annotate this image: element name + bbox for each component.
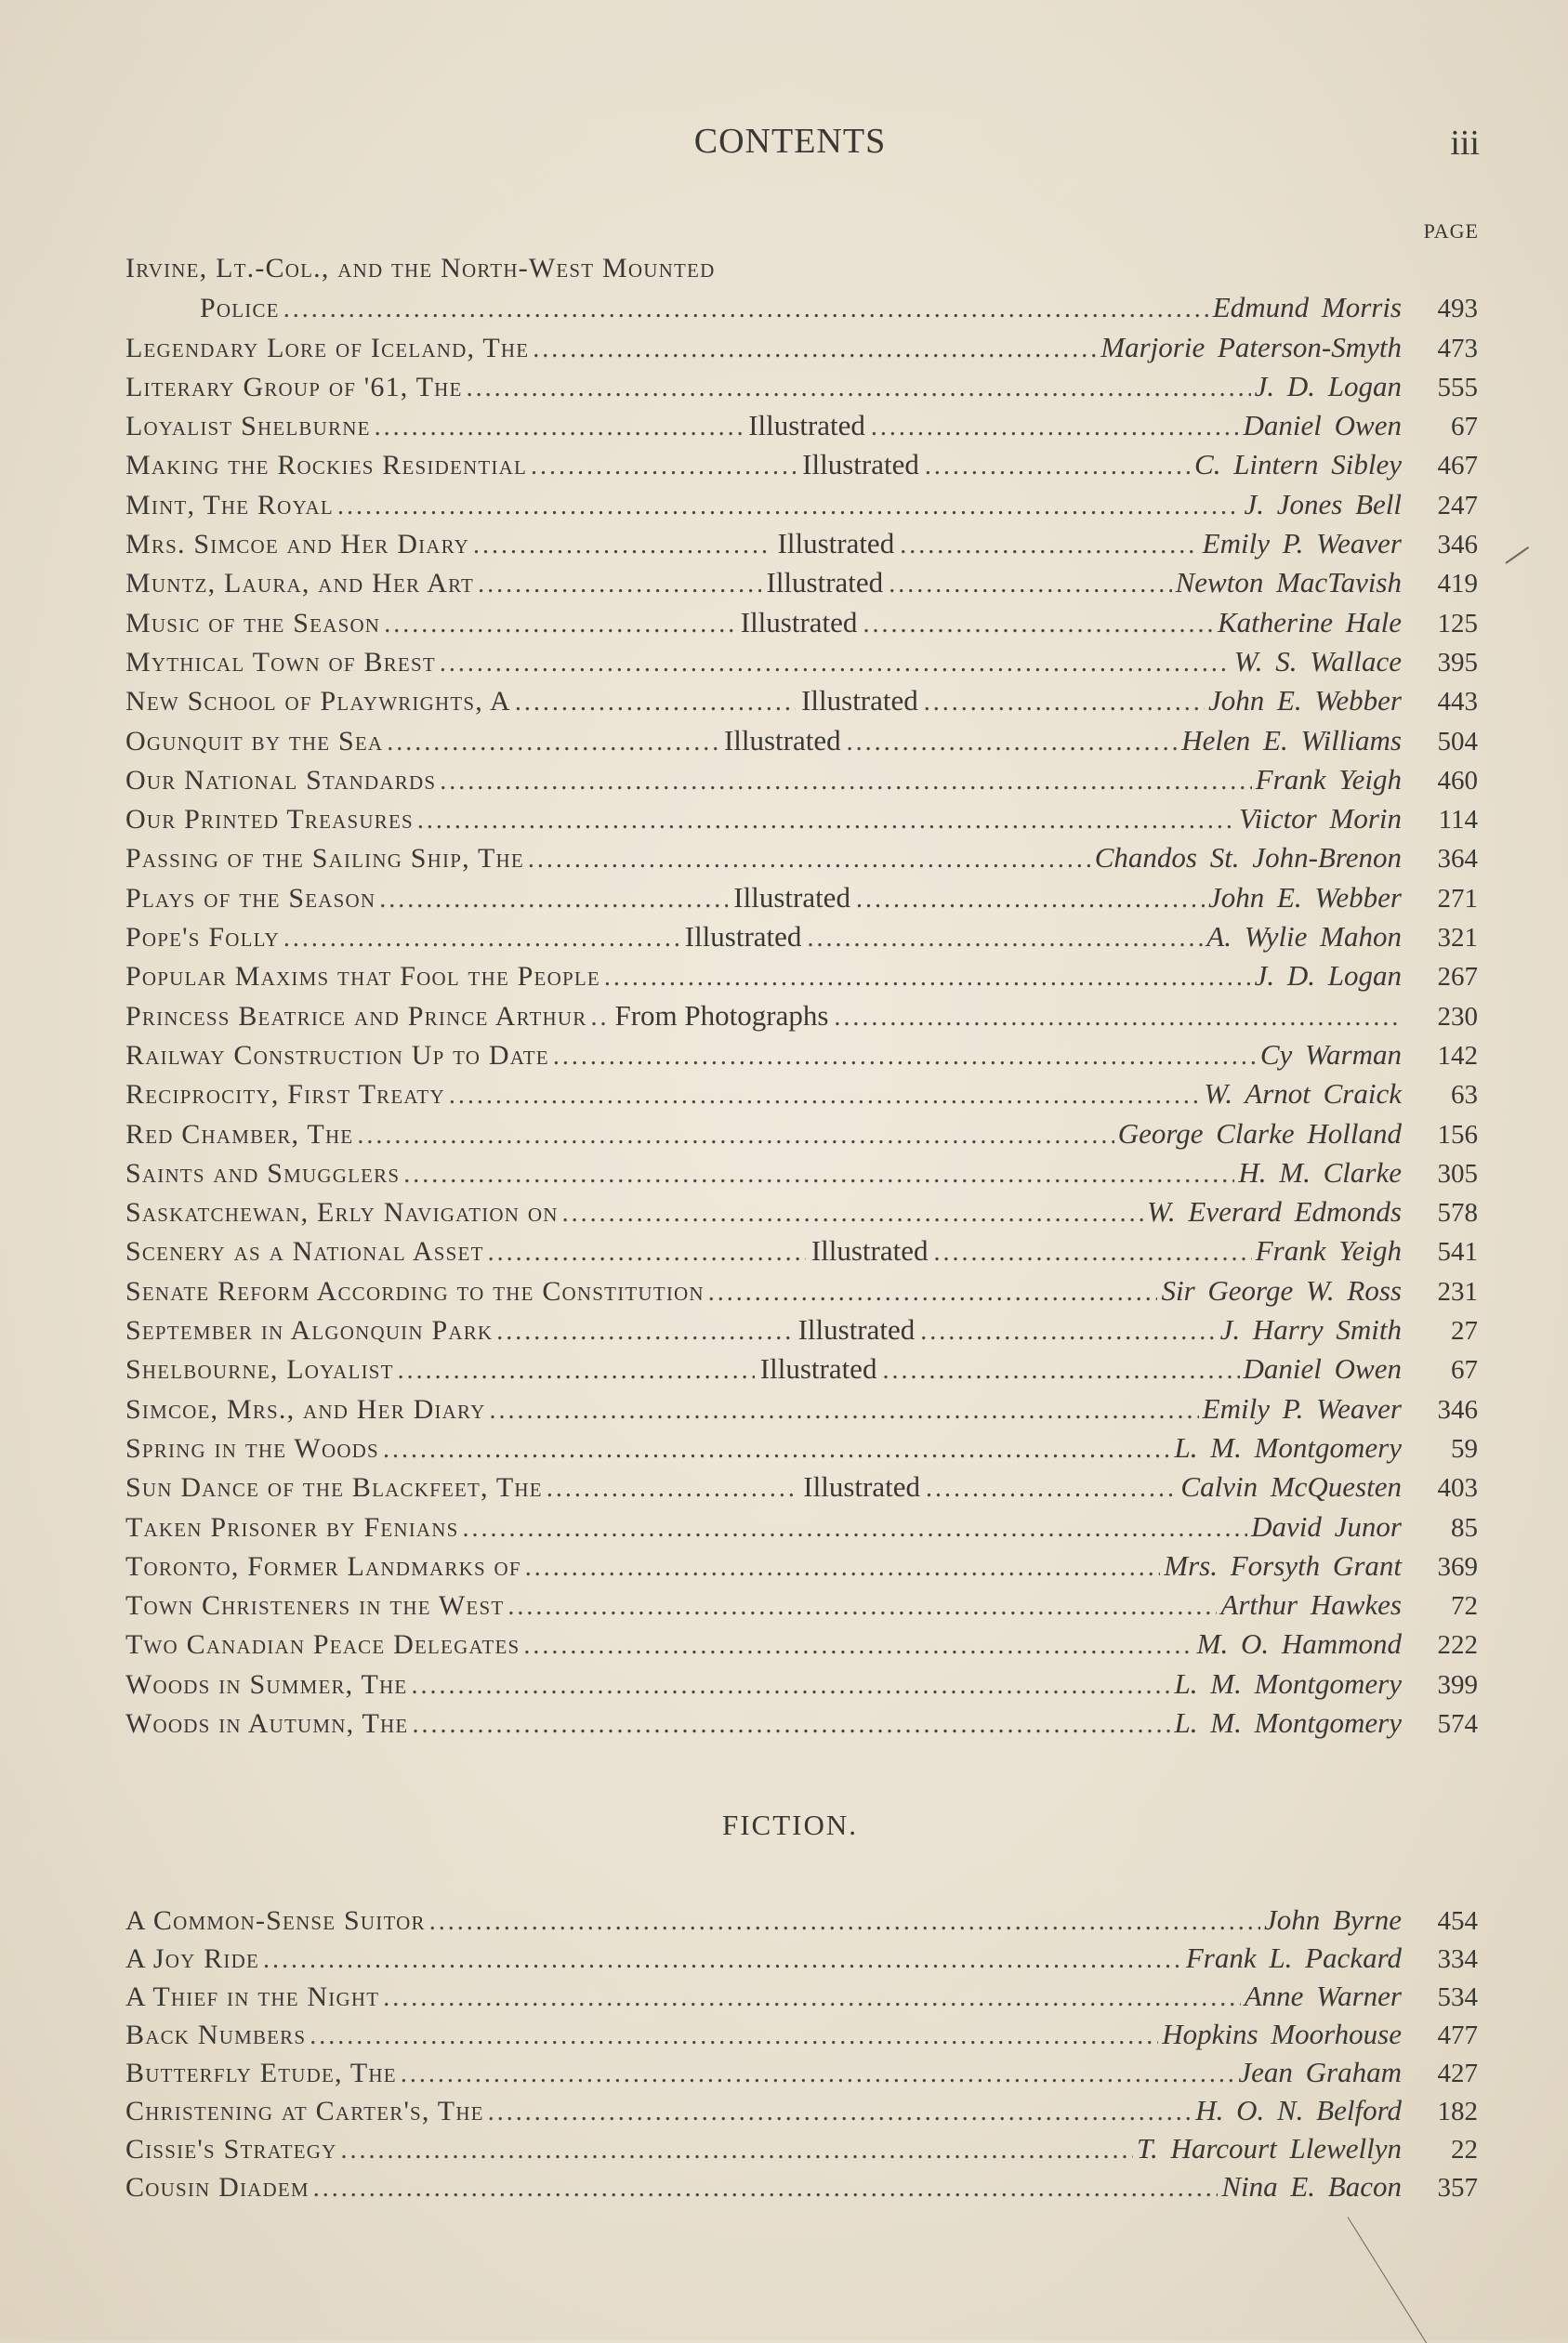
entry-author: Viictor Morin	[1238, 802, 1402, 836]
entry-title: Passing of the Sailing Ship, The	[125, 843, 524, 875]
dot-leader	[357, 1116, 1113, 1155]
entry-title: September in Algonquin Park	[125, 1315, 494, 1347]
entry-author: Arthur Hawkes	[1220, 1588, 1402, 1622]
entry-author: L. M. Montgomery	[1174, 1430, 1402, 1464]
toc-entry	[125, 524, 1478, 563]
entry-page-number: 334	[1437, 1944, 1478, 1974]
entry-title: Shelbourne, Loyalist	[125, 1354, 394, 1386]
page-number: iii	[1450, 124, 1480, 163]
entry-page-number: 85	[1451, 1512, 1478, 1543]
entry-note: Illustrated	[801, 684, 918, 717]
toc-entry	[125, 1704, 1478, 1743]
entry-page-number: 67	[1451, 412, 1478, 442]
entry-author: A. Wylie Mahon	[1206, 920, 1402, 954]
entry-page-number: 247	[1437, 490, 1478, 520]
entry-author: Frank Yeigh	[1255, 1234, 1402, 1268]
entry-title: Literary Group of '61, The	[125, 371, 463, 402]
dot-leader	[417, 801, 1235, 840]
entry-page-number: 395	[1437, 647, 1478, 678]
entry-title: Senate Reform According to the Constitution	[125, 1275, 705, 1307]
entry-note: Illustrated	[748, 409, 865, 442]
entry-note: Illustrated	[723, 723, 841, 757]
entry-author: Newton MacTavish	[1175, 566, 1402, 599]
toc-entry	[125, 563, 1478, 602]
pencil-mark	[1505, 546, 1529, 564]
dot-leader	[411, 1666, 1170, 1705]
entry-title: Simcoe, Mrs., and Her Diary	[125, 1393, 486, 1425]
dot-leader	[379, 880, 728, 919]
dot-leader	[507, 1587, 1217, 1626]
entry-page-number: 27	[1450, 1316, 1478, 1347]
toc-entry	[125, 878, 1478, 917]
entry-title: Mythical Town of Brest	[125, 646, 436, 678]
entry-note: Illustrated	[766, 566, 884, 599]
entry-author: John E. Webber	[1207, 880, 1402, 914]
toc-entry	[125, 1310, 1478, 1349]
dot-leader	[478, 565, 760, 604]
entry-page-number: 534	[1437, 1982, 1478, 2012]
entry-author: J. D. Logan	[1254, 369, 1402, 402]
entry-author: C. Lintern Sibley	[1194, 448, 1402, 481]
dot-leader	[283, 919, 679, 958]
entry-title: Scenery as a National Asset	[125, 1236, 484, 1268]
entry-title: Reciprocity, First Treaty	[125, 1079, 445, 1111]
entry-page-number: 59	[1451, 1433, 1478, 1464]
entry-author: Marjorie Paterson-Smyth	[1100, 330, 1402, 363]
toc-entry	[125, 406, 1478, 445]
entry-author: John Byrne	[1263, 1903, 1402, 1936]
entry-author: Edmund Morris	[1212, 291, 1402, 324]
entry-title: Our National Standards	[125, 764, 437, 796]
toc-entry	[125, 2091, 1478, 2129]
dot-leader	[926, 1469, 1177, 1508]
entry-page-number: 419	[1437, 569, 1478, 599]
entry-page-number: 541	[1437, 1237, 1478, 1268]
entry-page-number: 493	[1437, 294, 1478, 324]
dot-leader	[525, 1548, 1161, 1587]
entry-page-number: 504	[1437, 726, 1478, 757]
entry-author: Helen E. Williams	[1181, 723, 1402, 757]
toc-entry	[125, 1231, 1478, 1270]
toc-entry	[125, 1271, 1478, 1310]
entry-title: Pope's Folly	[125, 922, 280, 954]
entry-title: Toronto, Former Landmarks of	[125, 1550, 521, 1582]
entry-title: Red Chamber, The	[125, 1118, 354, 1150]
entry-author: Hopkins Moorhouse	[1162, 2018, 1402, 2050]
toc-entry	[125, 1625, 1478, 1664]
entry-page-number: 346	[1437, 530, 1478, 560]
pencil-mark	[1348, 2217, 1428, 2343]
entry-title: Music of the Season	[125, 607, 381, 638]
entry-note: Illustrated	[810, 1234, 929, 1268]
toc-entry	[125, 2167, 1478, 2205]
entry-author: W. Arnot Craick	[1204, 1077, 1402, 1111]
toc-entry	[125, 1586, 1478, 1625]
entry-author: Frank L. Packard	[1185, 1942, 1402, 1974]
entry-page-number: 578	[1437, 1198, 1478, 1229]
dot-leader	[387, 723, 718, 762]
entry-note: Illustrated	[803, 1470, 920, 1504]
dot-leader	[925, 447, 1191, 486]
dot-leader	[463, 1509, 1248, 1548]
dot-leader	[547, 1469, 797, 1508]
dot-leader	[934, 1233, 1252, 1272]
entry-author: Frank Yeigh	[1255, 762, 1402, 796]
entry-page-number: 156	[1437, 1119, 1478, 1150]
dot-leader	[523, 1626, 1192, 1665]
toc-entry	[125, 996, 1478, 1035]
dot-leader	[924, 683, 1205, 722]
entry-note: Illustrated	[759, 1352, 877, 1386]
entry-title: Sun Dance of the Blackfeet, The	[125, 1472, 543, 1504]
toc-entry	[125, 838, 1478, 877]
entry-page-number: 574	[1437, 1708, 1478, 1739]
entry-page-number: 443	[1437, 687, 1478, 717]
entry-page-number: 230	[1437, 1001, 1478, 1032]
entry-author: Katherine Hale	[1218, 605, 1402, 638]
toc-entry	[125, 2015, 1478, 2053]
entry-title: A Thief in the Night	[125, 1981, 380, 2012]
fiction-list	[125, 1901, 1478, 2205]
entry-title: Irvine, Lt.-Col., and the North-West Mounted	[125, 253, 716, 283]
toc-entry	[125, 956, 1478, 995]
entry-page-number: 369	[1437, 1551, 1478, 1582]
toc-entry	[125, 328, 1478, 367]
entry-author: Mrs. Forsyth Grant	[1164, 1548, 1402, 1582]
entry-title: Legendary Lore of Iceland, The	[125, 332, 530, 363]
entry-author: T. Harcourt Llewellyn	[1137, 2132, 1402, 2165]
entry-author: J. D. Logan	[1254, 959, 1402, 993]
toc-entry	[125, 721, 1478, 760]
toc-entry	[125, 2053, 1478, 2091]
entry-note: Illustrated	[802, 448, 919, 481]
toc-entry	[125, 603, 1478, 642]
entry-page-number: 403	[1437, 1473, 1478, 1504]
dot-leader	[882, 1351, 1239, 1390]
toc-entry	[125, 1665, 1478, 1704]
dot-leader	[496, 1312, 792, 1351]
dot-leader	[604, 958, 1251, 997]
toc-entry	[125, 1349, 1478, 1389]
entry-title: Making the Rockies Residential	[125, 450, 527, 481]
toc-entry	[125, 1153, 1478, 1192]
dot-leader	[341, 2131, 1134, 2169]
entry-title: Ogunquit by the Sea	[125, 725, 384, 757]
dot-leader	[383, 1430, 1171, 1469]
toc-entry	[125, 681, 1478, 720]
entry-page-number: 346	[1437, 1394, 1478, 1425]
entry-author: George Clarke Holland	[1117, 1116, 1402, 1150]
dot-leader	[401, 2055, 1235, 2093]
toc-entry	[125, 1547, 1478, 1586]
entry-page-number: 231	[1437, 1276, 1478, 1307]
dot-leader	[398, 1351, 755, 1390]
dot-leader	[847, 723, 1179, 762]
entry-title: Loyalist Shelburne	[125, 411, 371, 442]
entry-title: Mint, The Royal	[125, 489, 334, 520]
entry-note: Illustrated	[740, 605, 858, 638]
dot-leader	[383, 1979, 1240, 2017]
toc-entry	[125, 1389, 1478, 1428]
running-head	[0, 121, 1568, 177]
entry-author: John E. Webber	[1207, 684, 1402, 717]
toc-entry	[125, 760, 1478, 799]
toc-entry	[125, 1035, 1478, 1074]
toc-entry	[125, 1428, 1478, 1468]
entry-page-number: 271	[1437, 883, 1478, 914]
entry-page-number: 72	[1451, 1591, 1478, 1622]
entry-author: H. M. Clarke	[1238, 1155, 1402, 1189]
entry-author: David Junor	[1251, 1509, 1402, 1543]
entry-author: H. O. N. Belford	[1195, 2094, 1402, 2126]
dot-leader	[403, 1155, 1234, 1194]
dot-leader	[488, 1233, 806, 1272]
entry-title: Town Christeners in the West	[125, 1590, 505, 1622]
entry-author: W. S. Wallace	[1233, 644, 1402, 678]
dot-leader	[708, 1273, 1158, 1312]
entry-author: Sir George W. Ross	[1161, 1273, 1402, 1307]
entry-author: L. M. Montgomery	[1174, 1666, 1402, 1700]
entry-author: Cy Warman	[1259, 1037, 1402, 1071]
entry-author: Anne Warner	[1244, 1980, 1402, 2012]
entry-note: Illustrated	[733, 880, 850, 914]
dot-leader	[337, 487, 1241, 526]
entry-title: Police	[200, 293, 280, 324]
dot-leader	[515, 683, 796, 722]
dot-leader	[489, 1391, 1198, 1430]
dot-leader	[488, 2093, 1192, 2131]
dot-leader	[449, 1076, 1201, 1115]
entry-title: Cissie's Strategy	[125, 2134, 337, 2165]
entry-page-number: 555	[1437, 372, 1478, 402]
entry-author: Emily P. Weaver	[1202, 1391, 1402, 1425]
entry-title: New School of Playwrights, A	[125, 686, 511, 717]
entry-title: Our Printed Treasures	[125, 804, 414, 836]
toc-entry	[125, 917, 1478, 956]
dot-leader	[553, 1037, 1257, 1076]
dot-leader	[384, 605, 735, 644]
entry-title: Muntz, Laura, and Her Art	[125, 568, 475, 599]
entry-title: Back Numbers	[125, 2020, 307, 2050]
toc-entry	[125, 1468, 1478, 1507]
contents-list	[125, 249, 1478, 1743]
entry-page-number: 467	[1437, 451, 1478, 481]
dot-leader	[473, 526, 771, 565]
entry-page-number: 22	[1451, 2135, 1478, 2165]
entry-page-number: 305	[1437, 1158, 1478, 1189]
entry-title: Christening at Carter's, The	[125, 2096, 484, 2126]
entry-page-number: 63	[1451, 1080, 1478, 1111]
dot-leader	[429, 1902, 1260, 1941]
entry-title: Princess Beatrice and Prince Arthur	[125, 1000, 587, 1032]
entry-title: Saints and Smugglers	[125, 1157, 401, 1189]
dot-leader	[440, 644, 1231, 683]
page-column-label: PAGE	[1423, 219, 1479, 243]
entry-page-number: 364	[1437, 844, 1478, 875]
toc-entry	[125, 1507, 1478, 1547]
dot-leader	[834, 998, 1398, 1037]
toc-entry	[125, 1114, 1478, 1153]
entry-author: L. M. Montgomery	[1174, 1705, 1402, 1739]
entry-page-number: 182	[1437, 2097, 1478, 2126]
entry-author: M. O. Hammond	[1196, 1627, 1402, 1661]
toc-entry	[125, 1939, 1478, 1977]
entry-author: Daniel Owen	[1243, 1352, 1402, 1386]
dot-leader	[375, 408, 744, 447]
toc-entry	[125, 1901, 1478, 1939]
entry-page-number: 473	[1437, 333, 1478, 363]
entry-page-number: 125	[1437, 608, 1478, 638]
entry-page-number: 477	[1437, 2021, 1478, 2050]
entry-title: Woods in Autumn, The	[125, 1707, 409, 1739]
entry-author: J. Harry Smith	[1219, 1313, 1402, 1347]
fiction-heading: FICTION.	[721, 1809, 859, 1841]
entry-title: Popular Maxims that Fool the People	[125, 961, 600, 993]
toc-entry	[125, 1074, 1478, 1113]
entry-title: Spring in the Woods	[125, 1432, 379, 1464]
dot-leader	[863, 605, 1214, 644]
entry-title: Two Canadian Peace Delegates	[125, 1629, 520, 1661]
entry-page-number: 357	[1437, 2173, 1478, 2203]
toc-entry	[125, 642, 1478, 681]
dot-leader	[263, 1941, 1182, 1979]
entry-title: A Joy Ride	[125, 1943, 260, 1974]
entry-note: Illustrated	[684, 920, 802, 954]
entry-page-number: 454	[1437, 1906, 1478, 1936]
entry-author: Daniel Owen	[1243, 409, 1402, 442]
entry-page-number: 321	[1437, 923, 1478, 954]
dot-leader	[283, 290, 1209, 329]
dot-leader	[900, 526, 1198, 565]
dot-leader	[310, 2017, 1158, 2055]
entry-title: Butterfly Etude, The	[125, 2058, 397, 2088]
dot-leader	[807, 919, 1203, 958]
entry-title: Saskatchewan, Erly Navigation on	[125, 1197, 559, 1229]
entry-page-number: 142	[1437, 1040, 1478, 1071]
dot-leader	[920, 1312, 1216, 1351]
dot-leader	[528, 840, 1091, 879]
dot-leader	[871, 408, 1240, 447]
dot-leader	[889, 565, 1171, 604]
toc-entry	[125, 485, 1478, 524]
dot-leader	[467, 369, 1251, 408]
dot-leader	[440, 762, 1251, 801]
entry-author: Emily P. Weaver	[1202, 527, 1402, 560]
toc-entry	[125, 2129, 1478, 2167]
entry-page-number: 399	[1437, 1669, 1478, 1700]
entry-author: W. Everard Edmonds	[1146, 1195, 1402, 1229]
dot-leader	[313, 2169, 1219, 2207]
entry-author: J. Jones Bell	[1244, 487, 1402, 520]
entry-page-number: 460	[1437, 765, 1478, 796]
entry-page-number: 222	[1437, 1630, 1478, 1661]
entry-note: Illustrated	[777, 527, 895, 560]
toc-entry	[125, 1977, 1478, 2015]
entry-title: Woods in Summer, The	[125, 1668, 408, 1700]
dot-leader	[531, 447, 797, 486]
page-title: CONTENTS	[693, 122, 887, 161]
dot-leader	[856, 880, 1205, 919]
entry-title: Mrs. Simcoe and Her Diary	[125, 529, 470, 560]
entry-author: Jean Graham	[1238, 2056, 1402, 2088]
entry-author: Nina E. Bacon	[1221, 2170, 1402, 2203]
entry-title: Railway Construction Up to Date	[125, 1039, 549, 1071]
toc-entry	[125, 288, 1478, 327]
entry-title: Plays of the Season	[125, 882, 376, 914]
dot-leader	[533, 330, 1097, 369]
entry-page-number: 114	[1438, 805, 1478, 836]
toc-entry	[125, 799, 1478, 838]
entry-page-number: 427	[1437, 2059, 1478, 2088]
toc-entry	[125, 445, 1478, 484]
toc-entry	[125, 367, 1478, 406]
dot-leader	[590, 998, 609, 1037]
entry-title: Taken Prisoner by Fenians	[125, 1511, 459, 1543]
entry-author: Chandos St. John-Brenon	[1094, 841, 1402, 875]
dot-leader	[562, 1194, 1143, 1233]
entry-note: Illustrated	[797, 1313, 916, 1347]
toc-entry	[125, 1192, 1478, 1231]
dot-leader	[412, 1705, 1170, 1744]
entry-page-number: 267	[1437, 962, 1478, 993]
entry-note: From Photographs	[614, 998, 829, 1032]
toc-entry	[125, 249, 1478, 288]
entry-author: Calvin McQuesten	[1180, 1470, 1402, 1504]
entry-page-number: 67	[1451, 1355, 1478, 1386]
entry-title: A Common-Sense Suitor	[125, 1905, 426, 1936]
entry-title: Cousin Diadem	[125, 2172, 310, 2203]
